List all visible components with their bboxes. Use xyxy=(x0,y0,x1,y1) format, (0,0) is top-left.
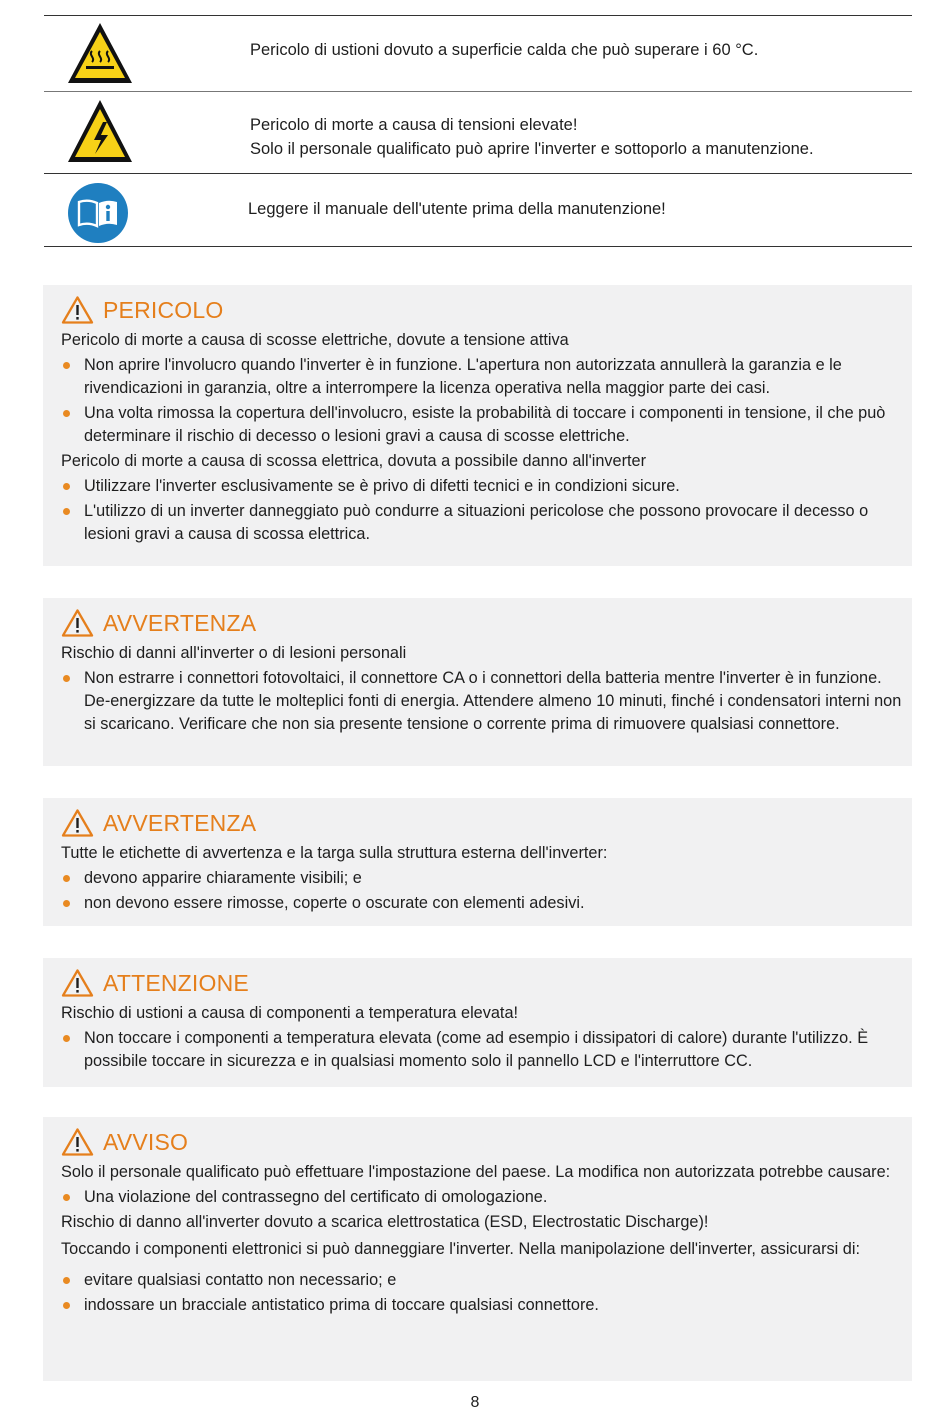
box-title: ATTENZIONE xyxy=(103,969,249,996)
caution-box xyxy=(43,958,912,1087)
bullet-icon xyxy=(63,875,70,882)
list-item: non devono essere rimosse, coperte o oscurate con elementi adesivi. xyxy=(61,892,902,915)
notice-box xyxy=(43,1117,912,1381)
warning-triangle-icon xyxy=(61,1127,94,1157)
table-bottom-rule xyxy=(44,246,912,247)
warning-box xyxy=(43,598,912,766)
bullet-icon xyxy=(63,1302,70,1309)
page-number: 8 xyxy=(470,1394,480,1411)
symbol-row xyxy=(44,92,912,173)
box-title: AVVISO xyxy=(103,1128,189,1155)
list-item: Una volta rimossa la copertura dell'involucro, esiste la probabilità di toccare i componenti in tensione, il che può determinare il rischio di decesso o lesioni gravi a causa di scosse elettriche. xyxy=(61,402,902,448)
box-paragraph: Pericolo di morte a causa di scosse elettriche, dovute a tensione attiva xyxy=(61,331,569,349)
bullet-icon xyxy=(63,675,70,682)
read-manual-icon xyxy=(67,182,129,244)
list-item: Non toccare i componenti a temperatura elevata (come ad esempio i dissipatori di calore) durante l'utilizzo. È possibile toccare in sicurezza e in qualsiasi momento solo il pannello LCD e l'interruttore CC. xyxy=(61,1027,902,1073)
danger-box xyxy=(43,285,912,566)
high-voltage-icon xyxy=(66,98,134,164)
list-item: Una violazione del contrassegno del certificato di omologazione. xyxy=(61,1186,902,1209)
bullet-list xyxy=(61,667,902,736)
box-title: PERICOLO xyxy=(103,296,224,323)
warning-triangle-icon xyxy=(61,968,94,998)
symbol-row xyxy=(44,174,912,246)
box-paragraph: Rischio di ustioni a causa di componenti a temperatura elevata! xyxy=(61,1004,519,1022)
bullet-icon xyxy=(63,483,70,490)
box-paragraph: Rischio di danno all'inverter dovuto a scarica elettrostatica (ESD, Electrostatic Discharge)! xyxy=(61,1213,709,1231)
list-item: indossare un bracciale antistatico prima di toccare qualsiasi connettore. xyxy=(61,1294,902,1317)
box-title: AVVERTENZA xyxy=(103,809,257,836)
warning-box xyxy=(43,798,912,926)
bullet-icon xyxy=(63,410,70,417)
warning-triangle-icon xyxy=(61,808,94,838)
box-paragraph: Toccando i componenti elettronici si può danneggiare l'inverter. Nella manipolazione dell'inverter, assicurarsi di: xyxy=(61,1240,861,1258)
list-item: Non estrarre i connettori fotovoltaici, il connettore CA o i connettori della batteria mentre l'inverter è in funzione. De-energizzare da tutte le molteplici fonti di energia. Attendere almeno 10 minuti, finché i condensatori interni non si scaricano. Verificare che non sia presente tensione o corrente prima di rimuovere qualsiasi connettore. xyxy=(61,667,902,736)
list-item: L'utilizzo di un inverter danneggiato può condurre a situazioni pericolose che possono provocare il decesso o lesioni gravi a causa di scossa elettrica. xyxy=(61,500,902,546)
box-paragraph: Tutte le etichette di avvertenza e la targa sulla struttura esterna dell'inverter: xyxy=(61,844,608,862)
bullet-icon xyxy=(63,1277,70,1284)
list-item: Non aprire l'involucro quando l'inverter è in funzione. L'apertura non autorizzata annullerà la garanzia e le rivendicazioni in garanzia, oltre a interrompere la licenza operativa nella maggior parte dei casi. xyxy=(61,354,902,400)
symbol-description: Leggere il manuale dell'utente prima della manutenzione! xyxy=(248,200,666,218)
box-paragraph: Pericolo di morte a causa di scossa elettrica, dovuta a possibile danno all'inverter xyxy=(61,452,647,470)
box-title: AVVERTENZA xyxy=(103,609,257,636)
bullet-list xyxy=(61,354,902,448)
symbol-description: Pericolo di ustioni dovuto a superficie calda che può superare i 60 °C. xyxy=(250,41,759,59)
box-header xyxy=(61,966,902,1000)
list-item: devono apparire chiaramente visibili; e xyxy=(61,867,902,890)
bullet-list xyxy=(61,867,902,915)
bullet-icon xyxy=(63,900,70,907)
list-item: evitare qualsiasi contatto non necessario; e xyxy=(61,1269,902,1292)
box-header xyxy=(61,806,902,840)
box-paragraph: Solo il personale qualificato può effettuare l'impostazione del paese. La modifica non autorizzata potrebbe causare: xyxy=(61,1163,891,1181)
symbol-description: Pericolo di morte a causa di tensioni elevate! Solo il personale qualificato può aprire l'inverter e sottoporlo a manutenzione. xyxy=(250,116,814,158)
warning-triangle-icon xyxy=(61,608,94,638)
box-header xyxy=(61,293,902,327)
bullet-icon xyxy=(63,362,70,369)
bullet-list xyxy=(61,1027,902,1073)
symbol-row xyxy=(44,16,912,92)
box-header xyxy=(61,606,902,640)
bullet-list xyxy=(61,475,902,546)
warning-triangle-icon xyxy=(61,295,94,325)
bullet-icon xyxy=(63,1035,70,1042)
box-header xyxy=(61,1125,902,1159)
box-paragraph: Rischio di danni all'inverter o di lesioni personali xyxy=(61,644,407,662)
bullet-list xyxy=(61,1269,902,1317)
hot-surface-icon xyxy=(66,21,134,85)
list-item: Utilizzare l'inverter esclusivamente se è privo di difetti tecnici e in condizioni sicure. xyxy=(61,475,902,498)
bullet-icon xyxy=(63,1194,70,1201)
bullet-icon xyxy=(63,508,70,515)
bullet-list xyxy=(61,1186,902,1209)
